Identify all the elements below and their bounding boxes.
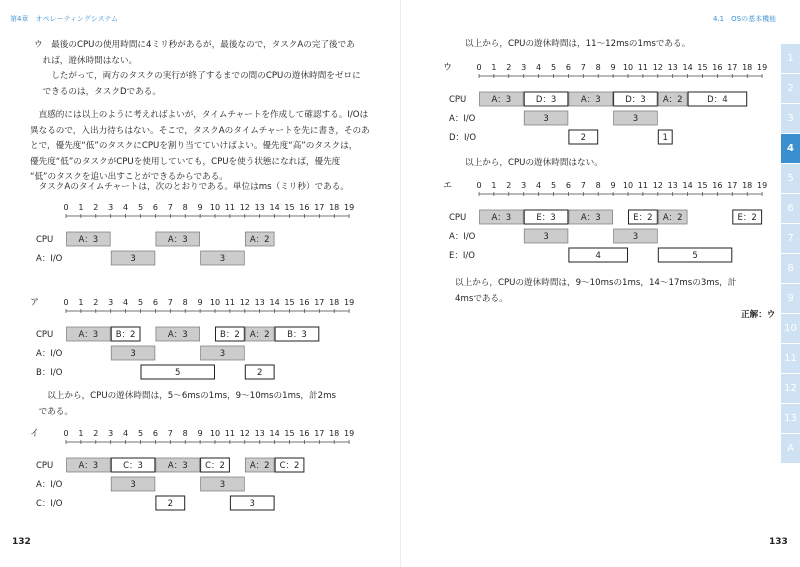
tick-label: 15 bbox=[284, 298, 295, 307]
tick-label: 14 bbox=[269, 298, 280, 307]
tick-label: 16 bbox=[299, 203, 310, 212]
tick-label: 15 bbox=[284, 203, 295, 212]
tick-label: 18 bbox=[329, 298, 340, 307]
para-result-a bbox=[30, 389, 336, 420]
tick-label: 12 bbox=[652, 63, 663, 72]
bar-label: A：3 bbox=[167, 461, 188, 471]
tick-label: 15 bbox=[697, 181, 708, 190]
chapter-tab-a[interactable]: A bbox=[781, 434, 800, 463]
row-label: D：I/O bbox=[449, 133, 477, 143]
tick-label: 16 bbox=[712, 181, 723, 190]
tick-label: 0 bbox=[476, 63, 482, 72]
tick-label: 18 bbox=[742, 63, 753, 72]
bar-label: B：2 bbox=[220, 330, 240, 340]
row-label: A：I/O bbox=[36, 254, 63, 264]
tick-label: 7 bbox=[167, 429, 173, 438]
tick-label: 0 bbox=[476, 181, 482, 190]
bar-label: 3 bbox=[249, 499, 255, 509]
tick-label: 8 bbox=[182, 203, 188, 212]
bar-label: E：2 bbox=[633, 213, 653, 223]
tick-label: 2 bbox=[506, 63, 512, 72]
tick-label: 8 bbox=[182, 429, 188, 438]
bar-label: 1 bbox=[662, 133, 668, 143]
tick-label: 4 bbox=[123, 298, 129, 307]
bar-label: 2 bbox=[256, 368, 263, 378]
tick-label: 4 bbox=[123, 429, 129, 438]
para-result-i: 以上から，CPUの遊休時間は，11～12msの1msである。 bbox=[465, 39, 691, 49]
tick-label: 9 bbox=[197, 429, 203, 438]
tick-label: 14 bbox=[682, 63, 693, 72]
bar-label: 3 bbox=[130, 480, 136, 490]
row-label: E：I/O bbox=[449, 251, 475, 261]
bar-label: 2 bbox=[167, 499, 174, 509]
bar-label: A：3 bbox=[491, 213, 512, 223]
tick-label: 19 bbox=[344, 203, 355, 212]
para-intro bbox=[30, 108, 370, 186]
tick-label: 16 bbox=[299, 298, 310, 307]
tick-label: 6 bbox=[152, 203, 158, 212]
chapter-tab-5[interactable]: 5 bbox=[781, 164, 800, 193]
text-line: である。 bbox=[30, 406, 73, 417]
bar-label: D：3 bbox=[535, 95, 557, 105]
tick-label: 6 bbox=[152, 298, 158, 307]
bar-label: A：3 bbox=[167, 235, 188, 245]
chapter-tab-1[interactable]: 1 bbox=[781, 44, 800, 73]
bar-label: 3 bbox=[219, 480, 226, 490]
tick-label: 4 bbox=[536, 63, 542, 72]
text-line: 優先度“低”のタスクがCPUを使用していても，CPUを使う状態になれば，優先度 bbox=[30, 156, 341, 167]
tick-label: 10 bbox=[209, 203, 221, 212]
tick-label: 16 bbox=[712, 63, 723, 72]
text-line: れば，遊休時間はない。 bbox=[34, 55, 138, 66]
tick-label: 13 bbox=[667, 63, 678, 72]
bar-label: 3 bbox=[130, 254, 136, 264]
tick-label: 5 bbox=[550, 181, 557, 190]
chapter-tab-2[interactable]: 2 bbox=[781, 74, 800, 103]
chart-e bbox=[400, 178, 780, 270]
bar-label: 3 bbox=[543, 232, 549, 242]
tick-label: 5 bbox=[137, 298, 144, 307]
tick-label: 14 bbox=[682, 181, 693, 190]
tick-label: 9 bbox=[610, 63, 616, 72]
bar-label: A：2 bbox=[249, 461, 270, 471]
right-running-header: 4.1 OSの基本機能 bbox=[713, 15, 777, 23]
row-label: CPU bbox=[36, 235, 54, 245]
tick-label: 1 bbox=[78, 298, 84, 307]
bar-label: A：2 bbox=[662, 95, 683, 105]
bar-label: 3 bbox=[219, 349, 226, 359]
text-line: ウ 最後のCPUの使用時間に4ミリ秒があるが，最後なので，タスクAの完了後であ bbox=[34, 40, 355, 50]
tick-label: 11 bbox=[224, 429, 235, 438]
tick-label: 16 bbox=[299, 429, 310, 438]
bar-label: 3 bbox=[632, 114, 639, 124]
tick-label: 2 bbox=[93, 203, 99, 212]
bar-label: A：2 bbox=[249, 235, 270, 245]
row-label: A：I/O bbox=[36, 349, 63, 359]
tick-label: 18 bbox=[329, 203, 340, 212]
bar-label: D：3 bbox=[625, 95, 646, 105]
chapter-tab-11[interactable]: 11 bbox=[781, 344, 800, 373]
tick-label: 19 bbox=[757, 181, 768, 190]
bar-label: B：3 bbox=[287, 330, 307, 340]
text-line: 4msである。 bbox=[455, 293, 508, 304]
row-label: CPU bbox=[449, 95, 467, 105]
tick-label: 4 bbox=[536, 181, 542, 190]
tick-label: 3 bbox=[521, 181, 527, 190]
chapter-tab-12[interactable]: 12 bbox=[781, 374, 800, 403]
tick-label: 7 bbox=[167, 203, 173, 212]
tick-label: 17 bbox=[314, 429, 325, 438]
bar-label: C：2 bbox=[205, 461, 225, 471]
tick-label: 7 bbox=[580, 181, 586, 190]
row-label: A：I/O bbox=[449, 114, 476, 124]
tick-label: 5 bbox=[137, 203, 144, 212]
bar-label: A：3 bbox=[78, 461, 99, 471]
bar-label: D：4 bbox=[707, 95, 728, 105]
tick-label: 19 bbox=[344, 298, 355, 307]
tick-label: 5 bbox=[550, 63, 557, 72]
para-chart-intro: タスクAのタイムチャートは，次のとおりである。単位はms（ミリ秒）である。 bbox=[30, 182, 349, 192]
chart-a bbox=[0, 295, 400, 387]
tick-label: 12 bbox=[239, 203, 250, 212]
bar-label: 2 bbox=[580, 133, 587, 143]
chart-label: イ bbox=[30, 429, 40, 439]
tick-label: 7 bbox=[580, 63, 586, 72]
tick-label: 8 bbox=[595, 181, 601, 190]
bar-label: A：3 bbox=[167, 330, 188, 340]
chapter-tab-6[interactable]: 6 bbox=[781, 194, 800, 223]
row-label: A：I/O bbox=[449, 232, 476, 242]
para-result-e bbox=[455, 276, 736, 307]
tick-label: 13 bbox=[254, 203, 265, 212]
tick-label: 10 bbox=[622, 181, 634, 190]
tick-label: 12 bbox=[652, 181, 663, 190]
row-label: B：I/O bbox=[36, 368, 63, 378]
para-option-u bbox=[34, 38, 361, 100]
tick-label: 15 bbox=[284, 429, 295, 438]
page-number-left: 132 bbox=[12, 537, 31, 547]
chapter-tab-13[interactable]: 13 bbox=[781, 404, 800, 433]
tick-label: 11 bbox=[224, 203, 235, 212]
tick-label: 1 bbox=[78, 429, 84, 438]
text-line: できるのは，タスクDである。 bbox=[34, 86, 161, 97]
chart-u bbox=[400, 60, 780, 152]
chapter-tab-4[interactable]: 4 bbox=[781, 134, 800, 163]
bar-label: A：3 bbox=[78, 330, 99, 340]
tick-label: 19 bbox=[757, 63, 768, 72]
text-line: 異なるので，入出力待ちはない。そこで，タスクAのタイムチャートを先に書き，そのあ bbox=[30, 125, 370, 136]
chapter-tabs bbox=[781, 44, 800, 464]
bar-label: B：2 bbox=[115, 330, 136, 340]
bar-label: 4 bbox=[595, 251, 601, 261]
tick-label: 3 bbox=[521, 63, 527, 72]
row-label: CPU bbox=[36, 461, 54, 471]
tick-label: 2 bbox=[93, 298, 99, 307]
chart-label: エ bbox=[443, 181, 453, 191]
bar-label: E：3 bbox=[536, 213, 556, 223]
text-line: したがって，両方のタスクの実行が終了するまでの間のCPUの遊休時間をゼロに bbox=[34, 71, 361, 81]
bar-label: 3 bbox=[130, 349, 136, 359]
bar-label: A：2 bbox=[249, 330, 270, 340]
tick-label: 9 bbox=[197, 203, 203, 212]
tick-label: 14 bbox=[269, 203, 280, 212]
tick-label: 11 bbox=[224, 298, 235, 307]
tick-label: 3 bbox=[108, 298, 114, 307]
bar-label: 3 bbox=[543, 114, 549, 124]
chapter-tab-3[interactable]: 3 bbox=[781, 104, 800, 133]
bar-label: 5 bbox=[175, 368, 181, 378]
text-line: 直感的には以上のように考えればよいが，タイムチャートを作成して確認する。I/Oは bbox=[30, 110, 369, 120]
tick-label: 10 bbox=[622, 63, 634, 72]
tick-label: 1 bbox=[491, 181, 497, 190]
tick-label: 2 bbox=[506, 181, 512, 190]
tick-label: 17 bbox=[314, 203, 325, 212]
bar-label: A：3 bbox=[580, 95, 601, 105]
tick-label: 11 bbox=[637, 63, 648, 72]
tick-label: 11 bbox=[637, 181, 648, 190]
chart-task-a bbox=[0, 200, 400, 272]
tick-label: 9 bbox=[197, 298, 203, 307]
tick-label: 12 bbox=[239, 298, 250, 307]
chapter-tab-7[interactable]: 7 bbox=[781, 224, 800, 253]
bar-label: A：3 bbox=[78, 235, 99, 245]
bar-label: A：2 bbox=[662, 213, 683, 223]
tick-label: 8 bbox=[595, 63, 601, 72]
text-line: “低”のタスクを追い出すことができるからである。 bbox=[30, 172, 228, 182]
row-label: CPU bbox=[449, 213, 467, 223]
row-label: A：I/O bbox=[36, 480, 63, 490]
text-line: 以上から，CPUの遊休時間は，9～10msの1ms，14～17msの3ms，計 bbox=[455, 278, 737, 288]
tick-label: 0 bbox=[63, 203, 69, 212]
tick-label: 10 bbox=[209, 298, 221, 307]
tick-label: 17 bbox=[727, 181, 738, 190]
bar-label: 3 bbox=[219, 254, 226, 264]
tick-label: 4 bbox=[123, 203, 129, 212]
tick-label: 5 bbox=[137, 429, 144, 438]
chapter-tab-9[interactable]: 9 bbox=[781, 284, 800, 313]
tick-label: 2 bbox=[93, 429, 99, 438]
answer-label: 正解：ウ bbox=[741, 310, 776, 320]
tick-label: 12 bbox=[239, 429, 250, 438]
tick-label: 19 bbox=[344, 429, 355, 438]
tick-label: 7 bbox=[167, 298, 173, 307]
row-label: C：I/O bbox=[36, 499, 63, 509]
text-line: とで，優先度“低”のタスクにCPUを割り当てていけばよい。優先度“高”のタスクは， bbox=[30, 141, 358, 151]
tick-label: 1 bbox=[491, 63, 497, 72]
tick-label: 17 bbox=[314, 298, 325, 307]
chart-label: ア bbox=[30, 298, 40, 308]
tick-label: 1 bbox=[78, 203, 84, 212]
tick-label: 17 bbox=[727, 63, 738, 72]
bar-label: E：2 bbox=[737, 213, 757, 223]
tick-label: 15 bbox=[697, 63, 708, 72]
tick-label: 6 bbox=[152, 429, 158, 438]
bar-label: A：3 bbox=[580, 213, 601, 223]
tick-label: 3 bbox=[108, 429, 114, 438]
chapter-tab-10[interactable]: 10 bbox=[781, 314, 800, 343]
tick-label: 14 bbox=[269, 429, 280, 438]
page-number-right: 133 bbox=[769, 537, 788, 547]
tick-label: 3 bbox=[108, 203, 114, 212]
chart-i bbox=[0, 426, 400, 518]
bar-label: 3 bbox=[632, 232, 639, 242]
bar-label: C：2 bbox=[279, 461, 300, 471]
left-running-header: 第4章 オペレーティングシステム bbox=[10, 15, 119, 23]
row-label: CPU bbox=[36, 330, 54, 340]
tick-label: 18 bbox=[329, 429, 340, 438]
tick-label: 0 bbox=[63, 298, 69, 307]
tick-label: 0 bbox=[63, 429, 69, 438]
tick-label: 13 bbox=[667, 181, 678, 190]
chart-label: ウ bbox=[443, 63, 453, 73]
chapter-tab-8[interactable]: 8 bbox=[781, 254, 800, 283]
tick-label: 13 bbox=[254, 429, 265, 438]
bar-label: 5 bbox=[692, 251, 698, 261]
bar-label: A：3 bbox=[491, 95, 512, 105]
para-result-u: 以上から，CPUの遊休時間はない。 bbox=[465, 158, 603, 168]
tick-label: 13 bbox=[254, 298, 265, 307]
tick-label: 6 bbox=[565, 63, 571, 72]
tick-label: 18 bbox=[742, 181, 753, 190]
tick-label: 6 bbox=[565, 181, 571, 190]
tick-label: 9 bbox=[610, 181, 616, 190]
bar-label: C：3 bbox=[123, 461, 143, 471]
tick-label: 8 bbox=[182, 298, 188, 307]
text-line: 以上から，CPUの遊休時間は，5～6msの1ms，9～10msの1ms，計2ms bbox=[30, 391, 336, 401]
tick-label: 10 bbox=[209, 429, 221, 438]
